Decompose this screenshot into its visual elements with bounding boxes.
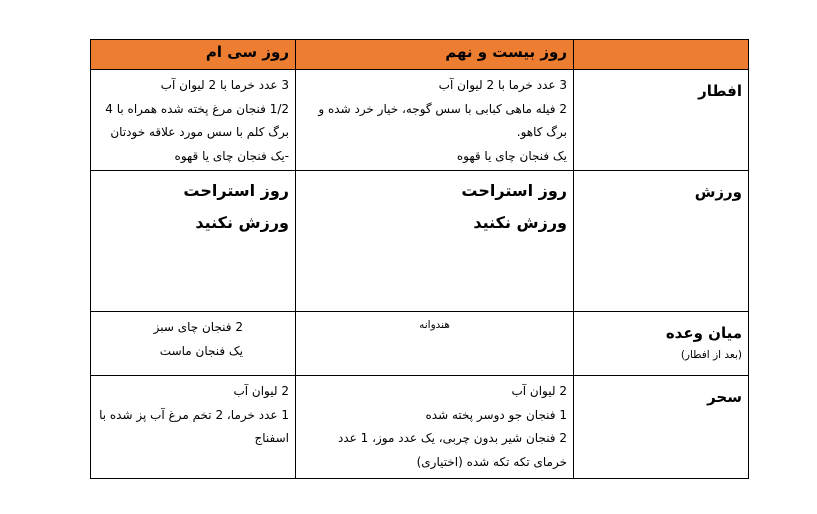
cell-line: 1 عدد خرما، 2 تخم مرغ آب پز شده با <box>99 407 289 422</box>
row-label-snack <box>574 312 749 376</box>
cell-line: هندوانه <box>419 319 450 331</box>
cell-line: 1 فنجان جو دوسر پخته شده <box>425 407 567 422</box>
row-label-text: میان وعده <box>665 324 742 342</box>
row-label-text: سحر <box>707 388 742 406</box>
row-label-text: افطار <box>698 82 742 100</box>
no-exercise-text: ورزش نکنید <box>195 213 289 232</box>
row-label-sahar <box>574 376 749 479</box>
cell-sport-day30 <box>91 171 296 312</box>
table-row-sport <box>91 171 749 312</box>
rest-day-text: روز استراحت <box>183 181 289 200</box>
rest-day-text: روز استراحت <box>461 181 567 200</box>
row-label-text: ورزش <box>694 183 742 201</box>
cell-line: 3 عدد خرما با 2 لیوان آب <box>160 78 289 92</box>
cell-line: 3 عدد خرما با 2 لیوان آب <box>438 78 567 92</box>
cell-line: 2 لیوان آب <box>511 384 567 398</box>
no-exercise-text: ورزش نکنید <box>473 213 567 232</box>
cell-line: برگ کاهو. <box>516 125 567 139</box>
cell-line: برگ کلم با سس مورد علاقه خودتان <box>110 125 289 139</box>
row-label-sport <box>574 171 749 312</box>
cell-line: 2 فنجان شیر بدون چربی، یک عدد موز، 1 عدد <box>338 431 567 445</box>
table-row-sahar <box>91 376 749 479</box>
header-label-cell <box>574 40 749 70</box>
header-day-29: روز بیست و نهم <box>296 40 574 70</box>
cell-line: -یک فنجان چای یا قهوه <box>174 148 289 163</box>
row-sublabel-text: (بعد از افطار) <box>680 349 742 361</box>
cell-iftar-day29 <box>296 70 574 171</box>
cell-sahar-day29 <box>296 376 574 479</box>
cell-line: 2 لیوان آب <box>233 384 289 398</box>
cell-line: یک فنجان ماست <box>159 343 243 358</box>
table-row-iftar <box>91 70 749 171</box>
cell-line: 2 فیله ماهی کبابی با سس گوجه، خیار خرد شده و <box>318 101 567 116</box>
row-label-iftar <box>574 70 749 171</box>
table-row-snack <box>91 312 749 376</box>
cell-snack-day29 <box>296 312 574 376</box>
cell-line: اسفناج <box>254 431 289 445</box>
cell-sahar-day30 <box>91 376 296 479</box>
cell-snack-day30 <box>91 312 296 376</box>
cell-line: 2 فنجان چای سبز <box>153 320 243 334</box>
cell-line: خرمای تکه تکه شده (اختیاری) <box>416 454 567 469</box>
header-day-30: روز سی ام <box>91 40 296 70</box>
diet-plan-table <box>90 39 749 479</box>
table-header-row <box>91 40 749 70</box>
cell-iftar-day30 <box>91 70 296 171</box>
cell-sport-day29 <box>296 171 574 312</box>
cell-line: یک فنجان چای یا قهوه <box>456 148 567 163</box>
cell-line: 1/2 فنجان مرغ پخته شده همراه با 4 <box>105 101 289 116</box>
